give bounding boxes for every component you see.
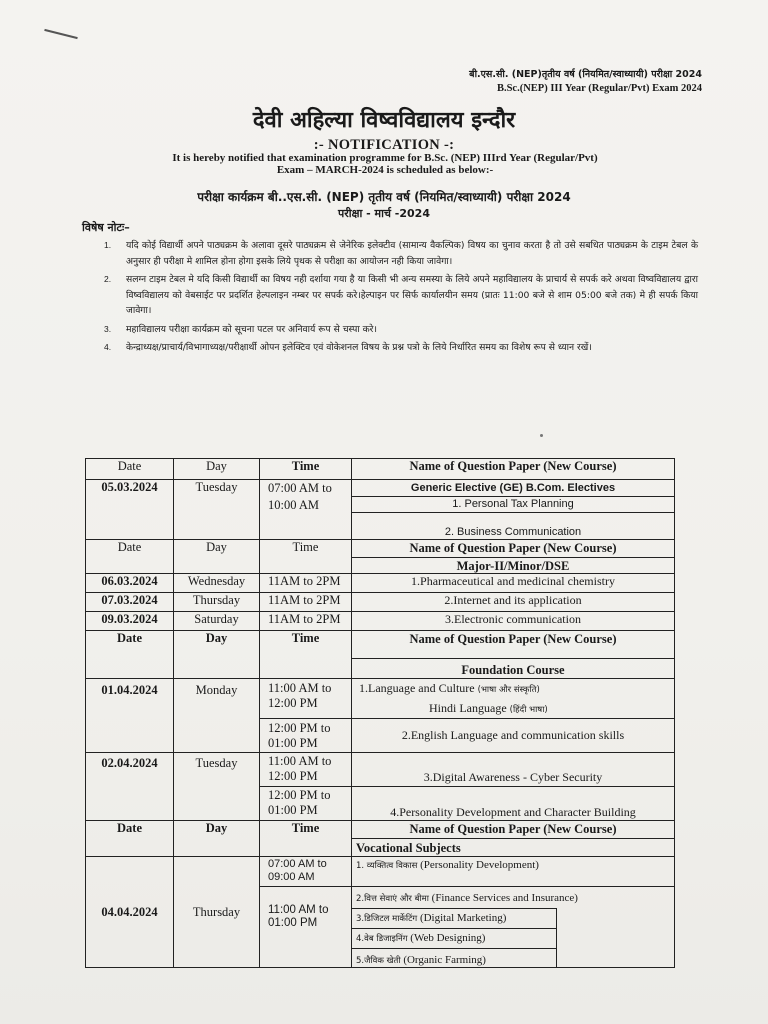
exam-time: 11:00 AM to 01:00 PM [260, 887, 352, 968]
header-paper-cell [352, 540, 675, 574]
table-row [86, 574, 675, 593]
paper-name: 1.Language and Culture [359, 681, 475, 695]
exam-time: 12:00 PM to 01:00 PM [260, 787, 352, 821]
paper-cell [352, 887, 675, 968]
note-number: 1. [104, 240, 112, 250]
exam-time: 11:00 AM to 12:00 PM [260, 679, 352, 719]
header-paper-cell [352, 821, 675, 857]
exam-day: Thursday [174, 857, 260, 968]
note-number: 2. [104, 274, 112, 284]
header-time: Time [260, 540, 352, 574]
paper-line [352, 928, 557, 948]
header-time: Time [260, 631, 352, 679]
note-item [104, 238, 698, 269]
paper-name-hindi: 2.वित्त सेवाएं और बीमा [356, 894, 429, 904]
exam-schedule-table [85, 458, 675, 968]
paper-name-hindi: (हिंदी भाषा) [509, 705, 548, 715]
section-subtitle: Major-II/Minor/DSE [352, 557, 674, 573]
paper-cell [352, 857, 675, 887]
exam-date: 06.03.2024 [86, 574, 174, 593]
exam-time: 07:00 AM to 10:00 AM [260, 480, 352, 540]
exam-day: Tuesday [174, 480, 260, 540]
exam-date: 05.03.2024 [86, 480, 174, 540]
header-date: Date [86, 631, 174, 679]
exam-time: 11AM to 2PM [260, 574, 352, 593]
exam-time: 11:00 AM to 12:00 PM [260, 753, 352, 787]
university-title: देवी अहिल्या विष्वविद्यालय इन्दौर [252, 108, 516, 133]
paper-heading: Generic Elective (GE) B.Com. Electives [410, 482, 616, 494]
exam-date: 09.03.2024 [86, 612, 174, 631]
table-row [86, 593, 675, 612]
paper-name-hindi: (भाषा और संस्कृति) [477, 685, 540, 695]
header-date: Date [86, 540, 174, 574]
header-paper: Name of Question Paper (New Course) [409, 541, 617, 555]
paper-name-hindi: 1. व्यक्तित्व विकास [356, 861, 418, 871]
exam-time: 11AM to 2PM [260, 593, 352, 612]
paper-name: 2.English Language and communication skills [352, 719, 675, 753]
note-item [104, 340, 698, 356]
header-time: Time [260, 459, 352, 480]
header-day: Day [174, 459, 260, 480]
special-note-label: विषेष नोटः– [82, 221, 130, 234]
exam-month: परीक्षा - मार्च -2024 [338, 207, 430, 220]
paper-name: 3.Electronic communication [352, 612, 675, 631]
note-item [104, 272, 698, 319]
exam-time: 12:00 PM to 01:00 PM [260, 719, 352, 753]
exam-header-english: B.Sc.(NEP) III Year (Regular/Pvt) Exam 2024 [496, 83, 702, 94]
table-header-row [86, 459, 675, 480]
paper-name-hindi: 4.वेब डिजाइनिंग [356, 934, 408, 944]
section-subtitle: Foundation Course [352, 658, 674, 678]
paper-name: 1.Pharmaceutical and medicinal chemistry [352, 574, 675, 593]
table-row [86, 612, 675, 631]
paper-name: 2. Business Communication [352, 512, 674, 539]
paper-name: 4.Personality Development and Character Building [352, 787, 675, 821]
exam-header [469, 68, 702, 96]
exam-day: Monday [174, 679, 260, 753]
table-row [86, 679, 675, 719]
paper-name: (Web Designing) [410, 932, 486, 944]
header-date: Date [86, 459, 174, 480]
notice-hindi: परीक्षा कार्यक्रम बी..एस.सी. (NEP) तृतीय वर्ष (नियमित/स्वाध्यायी) परीक्षा 2024 [197, 190, 571, 204]
paper-name: 3.Digital Awareness - Cyber Security [352, 753, 675, 787]
header-paper-cell [352, 631, 675, 679]
notes-list [104, 238, 698, 359]
table-header-row [86, 821, 675, 857]
table-row [86, 857, 675, 887]
exam-header-hindi: बी.एस.सी. (NEP)तृतीय वर्ष (नियमित/स्वाध्यायी) परीक्षा 2024 [469, 69, 702, 80]
header-day: Day [174, 821, 260, 857]
exam-date: 07.03.2024 [86, 593, 174, 612]
table-header-row [86, 631, 675, 679]
header-date: Date [86, 821, 174, 857]
notice-english [140, 152, 630, 176]
note-number: 4. [104, 342, 112, 352]
note-number: 3. [104, 323, 112, 334]
exam-day: Saturday [174, 612, 260, 631]
note-item [104, 322, 698, 338]
table-row [86, 753, 675, 787]
exam-time: 07:00 AM to 09:00 AM [260, 857, 352, 887]
header-paper: Name of Question Paper (New Course) [409, 632, 617, 646]
header-time: Time [260, 821, 352, 857]
paper-cell [352, 480, 675, 540]
exam-time: 11AM to 2PM [260, 612, 352, 631]
notice-english-line-2: Exam – MARCH-2024 is scheduled as below:- [276, 164, 494, 176]
paper-line [355, 698, 671, 718]
note-text: महाविद्यालय परीक्षा कार्यक्रम को सूचना पटल पर अनिवार्य रूप से चस्पा करे। [126, 323, 377, 335]
note-text: सलग्न टाइम टेबल मे यदि किसी विद्यार्थी का विषय नही दर्शाया गया है या किसी भी अन्य समस्या के लिये अपने महाविद्यालय के प्राचार्य से सपर्क करे अथवा विष्वविद्यालय द्वारा विष्वविद्यालय को वेबसाईट पर प्रदर्शित हेल्पलाइन नम्बर पर सपर्क करे।हेल्पाइन पर सिर्फ कार्यालयीन समय (प्रातः 11:00 बजे से शाम 05:00 बजे तक) मे ही सपर्क किया जावेगा। [126, 274, 698, 316]
note-text: यदि कोई विद्यार्थी अपने पाठ्यक्रम के अलावा दूसरे पाठ्यक्रम से जेनेरिक इलेक्टीव (सामान्य वैकल्पिक) विषय का चुनाव करता है तो उसे सबधित पाठ्यक्रम के टाइम टेबल के अनुसार ही परीक्षा मे शामिल होना होगा इसके लिये पृथक से परीक्षा का आयोजन नही किया जावेगा। [126, 240, 698, 267]
paper-name-hindi: 5.जैविक खेती [356, 956, 401, 966]
pen-mark [44, 29, 77, 39]
exam-date: 02.04.2024 [86, 753, 174, 821]
paper-name: (Organic Farming) [403, 954, 486, 966]
paper-name: Hindi Language [429, 701, 507, 715]
header-day: Day [174, 631, 260, 679]
header-day: Day [174, 540, 260, 574]
paper-line [352, 887, 674, 908]
exam-day: Tuesday [174, 753, 260, 821]
paper-name: (Digital Marketing) [419, 912, 507, 924]
paper-name: 1. Personal Tax Planning [352, 496, 674, 512]
exam-date: 01.04.2024 [86, 679, 174, 753]
paper-name-hindi: 3.डिजिटल मार्केटिंग [356, 914, 418, 924]
exam-day: Thursday [174, 593, 260, 612]
table-header-row [86, 540, 675, 574]
paper-name: (Finance Services and Insurance) [431, 892, 578, 904]
notification-title: :- NOTIFICATION -: [313, 137, 455, 153]
notice-english-line-1: It is hereby notified that examination programme for B.Sc. (NEP) IIIrd Year (Regular/Pvt) [172, 152, 598, 164]
note-text: केन्द्राध्यक्ष/प्राचार्य/विभागाध्यक्ष/परीक्षार्थी ओपन इलेक्टिव एवं वोकेशनल विषय के प्रश्न पत्रो के लिये निर्धारित समय का विशेष रूप से ध्यान रखें। [126, 342, 592, 353]
paper-name: 2.Internet and its application [352, 593, 675, 612]
exam-day: Wednesday [174, 574, 260, 593]
stray-dot [540, 434, 543, 437]
paper-line [352, 908, 557, 928]
table-row [86, 480, 675, 540]
header-paper: Name of Question Paper (New Course) [409, 822, 617, 836]
paper-line [355, 681, 671, 698]
section-subtitle: Vocational Subjects [352, 838, 674, 856]
exam-date: 04.04.2024 [86, 857, 174, 968]
header-paper: Name of Question Paper (New Course) [352, 459, 675, 480]
paper-name: (Personality Development) [420, 859, 539, 871]
paper-cell [352, 679, 675, 719]
paper-line [352, 948, 557, 967]
